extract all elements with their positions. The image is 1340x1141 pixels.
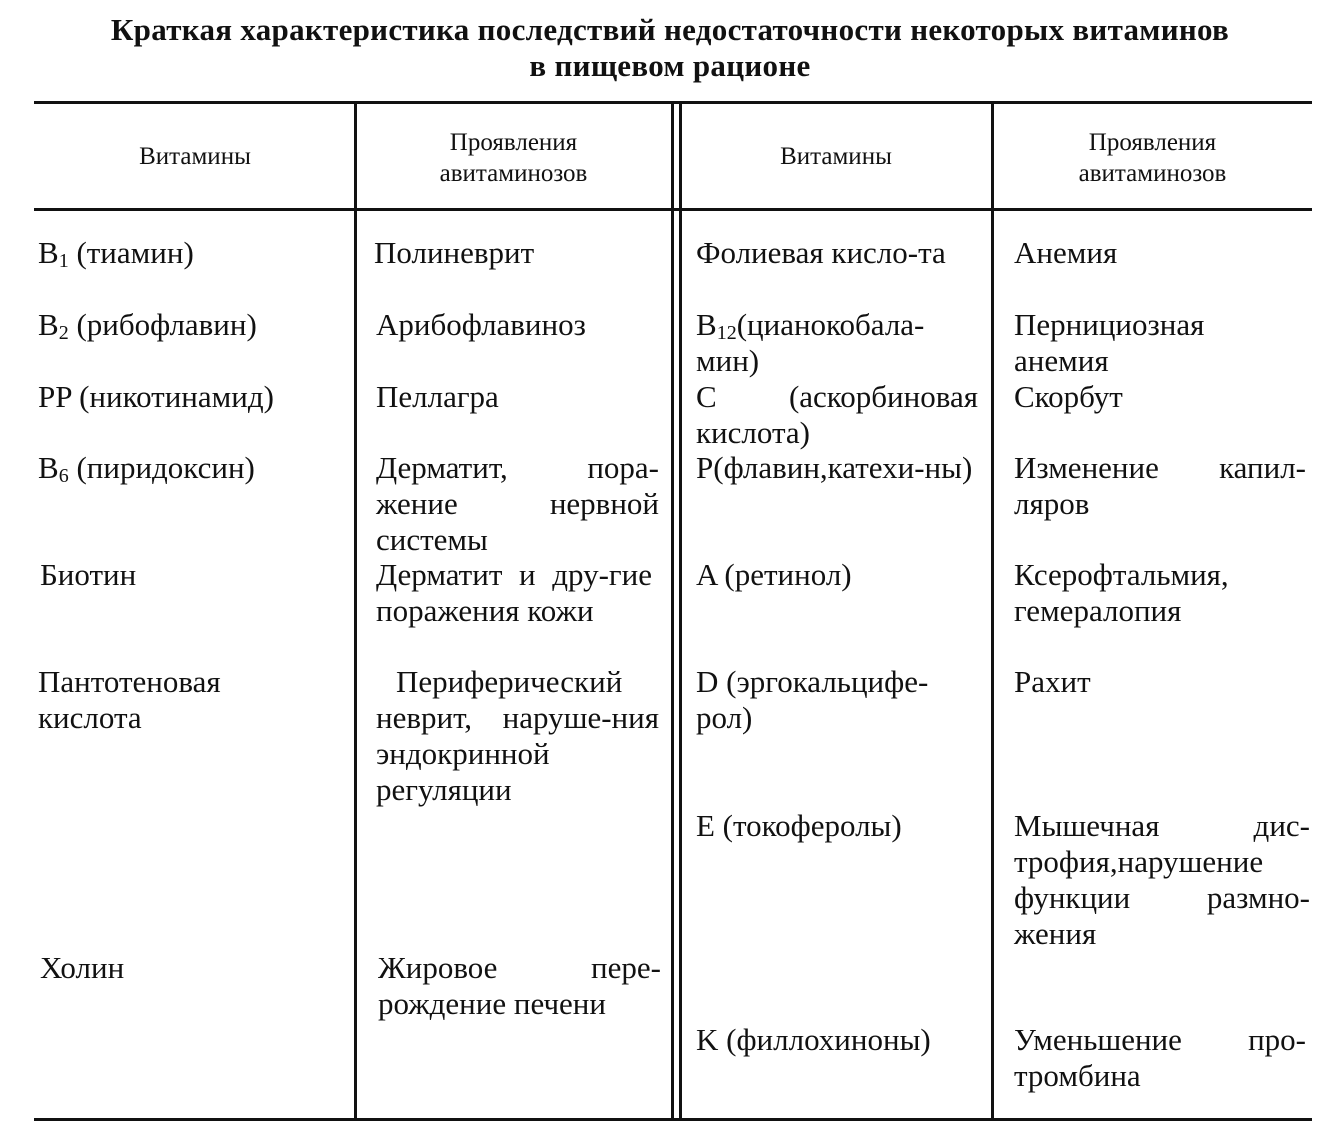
- left-vitamin-pp: PP (никотинамид): [38, 379, 274, 414]
- header-effects-right-line2: авитаминозов: [1078, 160, 1227, 187]
- header-effects-left-line1: Проявления: [449, 129, 578, 156]
- right-vitamin-k: K (филлохиноны): [696, 1022, 931, 1057]
- left-vitamin-pantothenic: Пантотеновая кислота: [38, 664, 221, 735]
- right-vitamin-e: E (токоферолы): [696, 808, 902, 843]
- right-vitamin-d: D (эргокальцифе-рол): [696, 664, 929, 735]
- left-effect-biotin: Дерматит и дру-гие поражения кожи: [376, 557, 652, 628]
- header-vitamins-left: Витамины: [139, 143, 251, 170]
- right-effect-p: Изменение капил-ляров: [1014, 450, 1306, 521]
- header-effects-left: [356, 127, 671, 189]
- title-line-2: в пищевом рационе: [529, 48, 811, 83]
- right-effect-b12: Пернициозная анемия: [1014, 307, 1205, 378]
- left-effect-choline: Жировое пере-рождение печени: [378, 950, 661, 1021]
- right-vitamin-b12: $B_{12}(цианокобала-мин)$: [696, 307, 925, 378]
- left-effect-b2: Арибофлавиноз: [376, 307, 586, 342]
- left-effect-pantothenic: Периферический неврит, наруше-ния эндокринной регуляции: [376, 664, 659, 807]
- right-effect-a: Ксерофтальмия, гемералопия: [1014, 557, 1229, 628]
- left-vitamin-b6: $B_6$ (пиридоксин): [38, 450, 255, 487]
- column-divider-double-a: [671, 103, 674, 1119]
- left-vitamin-b2: $B_2$ (рибофлавин): [38, 307, 257, 344]
- header-effects-left-line2: авитаминозов: [439, 160, 588, 187]
- right-effect-k: Уменьшение про-тромбина: [1014, 1022, 1306, 1093]
- header-effects-right-line1: Проявления: [1088, 129, 1217, 156]
- right-vitamin-a: A (ретинол): [696, 557, 852, 592]
- right-effect-folic: Анемия: [1014, 235, 1118, 270]
- right-vitamin-p: P(флавин,катехи-ны): [696, 450, 973, 485]
- header-vitamins-right: Витамины: [780, 143, 892, 170]
- left-vitamin-biotin: Биотин: [40, 557, 137, 592]
- title-line-1: Краткая характеристика последствий недостаточности некоторых витаминов: [110, 12, 1230, 47]
- right-effect-c: Скорбут: [1014, 379, 1123, 414]
- column-divider-3: [991, 103, 994, 1119]
- left-vitamin-b1: $B_1$ (тиамин): [38, 235, 194, 272]
- right-vitamin-c: C (аскорбиновая кислота): [696, 379, 978, 450]
- left-effect-b6: Дерматит, пора-жение нервной системы: [376, 450, 659, 557]
- left-vitamin-choline: Холин: [40, 950, 125, 985]
- left-effect-pp: Пеллагра: [376, 379, 499, 414]
- column-divider-1: [354, 103, 357, 1119]
- right-effect-e: Мышечная дис-трофия,нарушение функции размно-жения: [1014, 808, 1310, 951]
- left-effect-b1: Полиневрит: [374, 235, 535, 270]
- right-effect-d: Рахит: [1014, 664, 1091, 699]
- table-title: [0, 12, 1340, 84]
- right-vitamin-folic: Фолиевая кисло-та: [696, 235, 946, 270]
- column-divider-double-b: [679, 103, 682, 1119]
- header-effects-right: [993, 127, 1312, 189]
